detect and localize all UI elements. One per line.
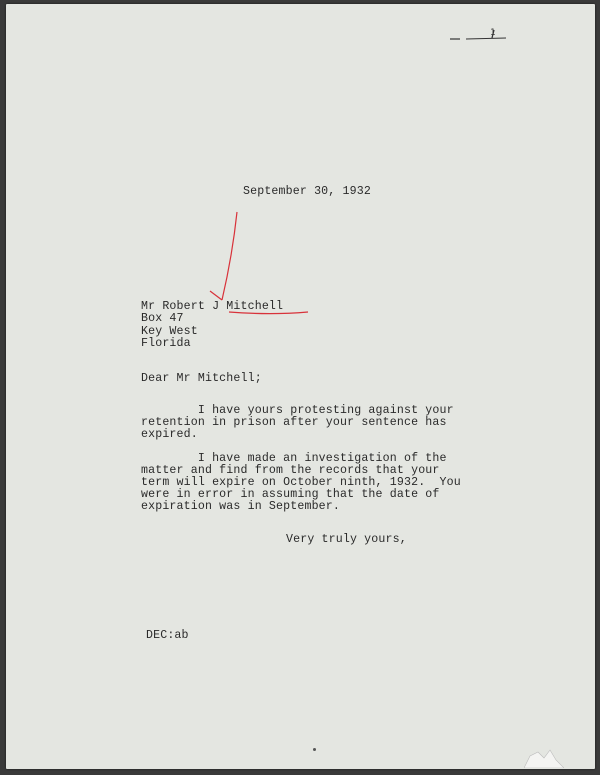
- text-line: term will expire on October ninth, 1932. You: [141, 476, 461, 489]
- torn-corner: [524, 746, 564, 768]
- closing: Very truly yours,: [286, 533, 407, 546]
- text-line: expired.: [141, 428, 198, 441]
- text-line: matter and find from the records that your: [141, 464, 440, 477]
- letter-date: September 30, 1932: [243, 185, 371, 198]
- address-line: Key West: [141, 325, 198, 338]
- typist-initials: DEC:ab: [146, 629, 189, 642]
- svg-text:1: 1: [490, 28, 496, 38]
- text-line: expiration was in September.: [141, 500, 341, 513]
- paper-speck: [313, 748, 316, 751]
- text-line: I have yours protesting against your: [141, 404, 454, 417]
- handwritten-page-mark: [446, 26, 516, 46]
- text-line: retention in prison after your sentence has: [141, 416, 447, 429]
- address-line: Mr Robert J Mitchell: [141, 300, 284, 313]
- text-line: I have made an investigation of the: [141, 452, 447, 465]
- address-line: Florida: [141, 337, 191, 350]
- text-line: were in error in assuming that the date of: [141, 488, 440, 501]
- address-line: Box 47: [141, 312, 184, 325]
- salutation: Dear Mr Mitchell;: [141, 372, 262, 385]
- letter-page: [6, 4, 595, 769]
